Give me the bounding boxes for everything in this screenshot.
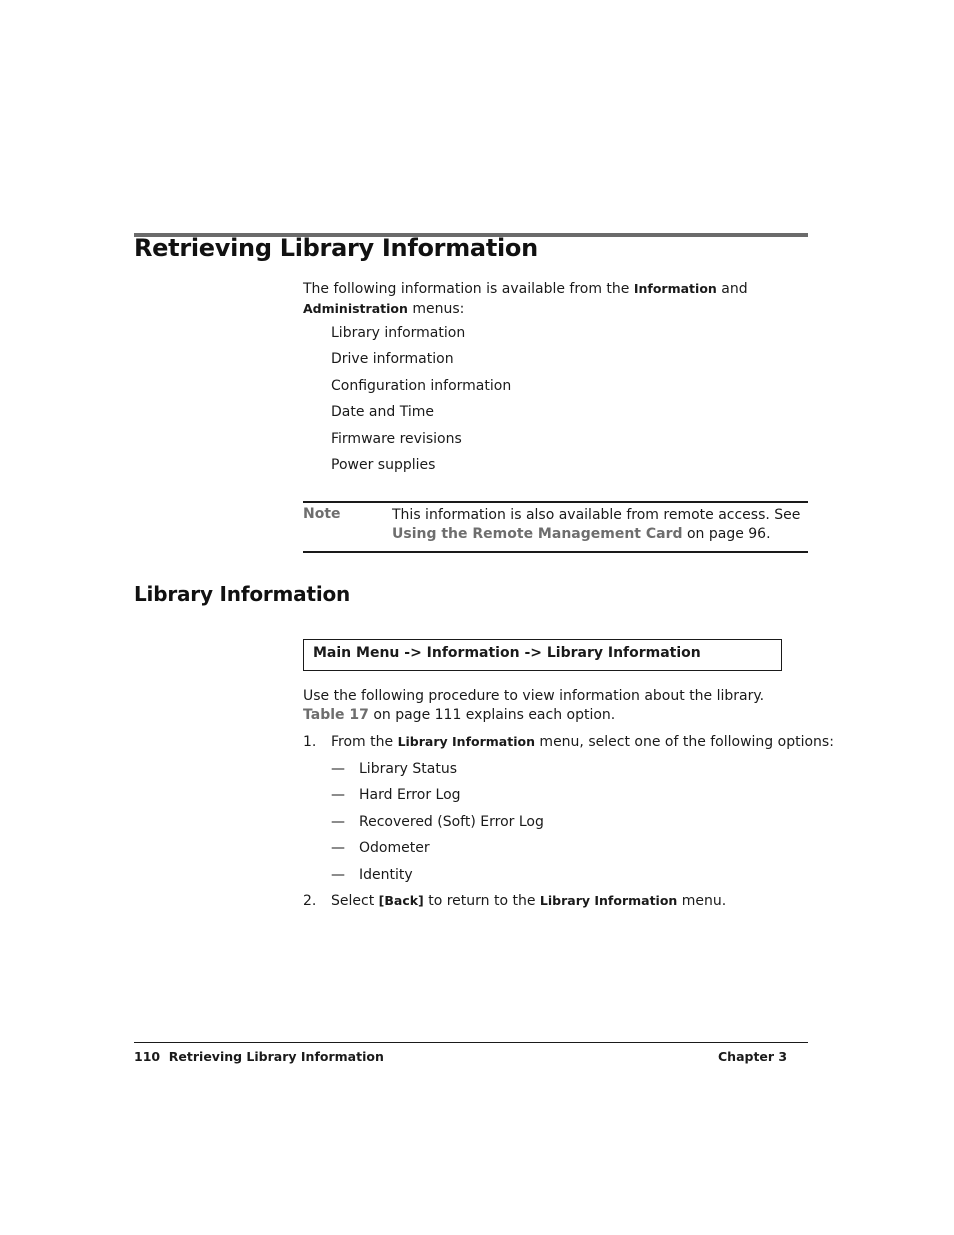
- step-1: [303, 732, 834, 752]
- list-item: Drive information: [331, 351, 454, 368]
- footer-rule: [134, 1042, 808, 1043]
- step-text-mid: to return to the: [423, 893, 540, 909]
- menu-path: Main Menu -> Information -> Library Information: [313, 645, 701, 661]
- note-text: [392, 506, 808, 544]
- list-item: Power supplies: [331, 456, 436, 473]
- administration-menu-name: Administration: [303, 301, 408, 316]
- footer-chapter: Chapter 3: [718, 1049, 788, 1064]
- option-label: Odometer: [359, 840, 430, 857]
- footer-page-title: 110 Retrieving Library Information: [134, 1049, 384, 1064]
- remote-management-link[interactable]: Using the Remote Management Card: [392, 526, 683, 542]
- list-item: [331, 865, 544, 891]
- list-item: [331, 838, 544, 864]
- note-top-rule: [303, 501, 808, 503]
- note-label: Note: [303, 506, 341, 522]
- page-title: Retrieving Library Information: [134, 234, 538, 262]
- dash-bullet: —: [331, 761, 345, 777]
- list-item: Configuration information: [331, 377, 512, 394]
- dash-bullet: —: [331, 840, 345, 857]
- step-number: 1.: [303, 734, 317, 750]
- list-item: Firmware revisions: [331, 430, 462, 447]
- option-label: Identity: [359, 866, 413, 883]
- information-menu-name: Information: [633, 281, 717, 296]
- list-item: [331, 759, 544, 785]
- procedure-text-post: on page 111 explains each option.: [368, 707, 616, 723]
- list-item: Library information: [331, 325, 466, 341]
- step-2: [303, 891, 726, 911]
- table-17-link[interactable]: Table 17: [303, 707, 369, 723]
- step-text-pre: From the: [331, 734, 398, 750]
- intro-paragraph: [303, 279, 808, 319]
- option-label: Hard Error Log: [359, 787, 461, 804]
- option-label: Library Status: [359, 761, 458, 777]
- step-text-post: menu, select one of the following options:: [534, 734, 834, 750]
- note-text-post: on page 96.: [682, 526, 771, 542]
- intro-text-mid: and: [716, 281, 748, 297]
- options-list: [331, 759, 544, 891]
- list-item: Date and Time: [331, 404, 434, 421]
- library-information-menu-name: Library Information: [539, 893, 678, 908]
- list-item: [331, 785, 544, 811]
- note-text-pre: This information is also available from remote access. See: [392, 507, 801, 523]
- dash-bullet: —: [331, 787, 345, 804]
- list-item: [331, 812, 544, 838]
- intro-text-post: menus:: [407, 301, 465, 317]
- step-text-post: menu.: [677, 893, 727, 909]
- procedure-text-pre: Use the following procedure to view information about the library.: [303, 688, 765, 704]
- library-information-menu-name: Library Information: [397, 734, 535, 749]
- step-text-pre: Select: [331, 893, 379, 909]
- section-heading: Library Information: [134, 582, 351, 606]
- info-list: [331, 323, 511, 481]
- option-label: Recovered (Soft) Error Log: [359, 813, 544, 830]
- dash-bullet: —: [331, 813, 345, 830]
- note-bottom-rule: [303, 551, 808, 553]
- procedure-paragraph: [303, 687, 808, 725]
- back-button-name: [Back]: [378, 893, 424, 908]
- step-number: 2.: [303, 893, 317, 909]
- intro-text-pre: The following information is available from the: [303, 281, 634, 297]
- dash-bullet: —: [331, 866, 345, 883]
- menu-path-box: [303, 639, 782, 671]
